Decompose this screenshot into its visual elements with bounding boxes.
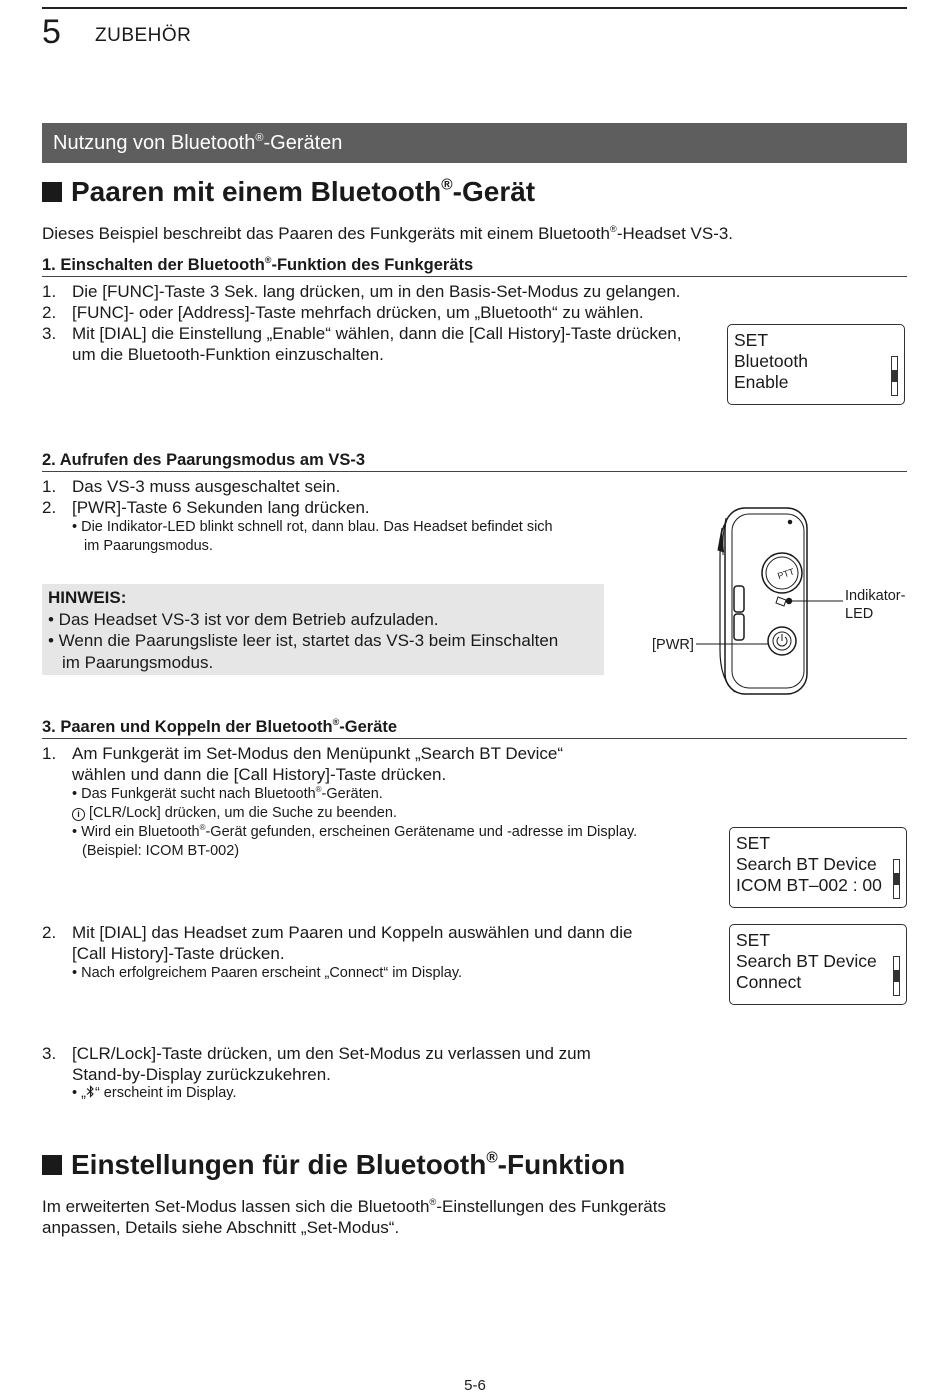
- callout-pwr: [PWR]: [652, 637, 694, 653]
- callout-led-line2: LED: [845, 606, 874, 622]
- bullet-text-suffix: -Geräten.: [321, 786, 383, 802]
- lcd-line: SET: [734, 330, 769, 350]
- step-text-continued: [Call History]-Taste drücken.: [72, 944, 285, 963]
- lcd-line: ICOM BT–002 : 00: [736, 875, 882, 895]
- ptt-label: PTT: [776, 566, 796, 582]
- sub2-bullet-line: • Die Indikator-LED blinkt schnell rot, dann blau. Das Headset befindet sich: [72, 519, 553, 535]
- top-rule: [42, 7, 907, 9]
- sub1-step-2: [42, 302, 742, 323]
- intro-text-main: Dieses Beispiel beschreibt das Paaren des Funkgeräts mit einem Bluetooth: [42, 224, 610, 243]
- step-text: Die [FUNC]-Taste 3 Sek. lang drücken, um in den Basis-Set-Modus zu gelangen.: [72, 282, 681, 301]
- intro-text: [42, 223, 733, 244]
- step-number: 2.: [42, 303, 57, 322]
- sub3-bullet: [72, 785, 383, 804]
- step-number: 1.: [42, 477, 57, 496]
- subheading-1: [42, 255, 907, 277]
- intro-text-suffix: -Headset VS-3.: [616, 224, 734, 243]
- sub1-step-3: [42, 323, 732, 365]
- outro-text: Im erweiterten Set-Modus lassen sich die Bluetooth: [42, 1197, 430, 1216]
- registered-mark: ®: [199, 823, 206, 833]
- lcd-scroll-thumb: [892, 370, 897, 382]
- sub1-step-1: [42, 281, 742, 302]
- lcd-scrollbar: [893, 859, 900, 899]
- outro-line-2: anpassen, Details siehe Abschnitt „Set-Modus“.: [42, 1218, 400, 1237]
- step-number: 3.: [42, 1044, 57, 1063]
- lcd-search-bt-device: [729, 827, 907, 908]
- bullet-text-suffix: -Gerät gefunden, erscheinen Gerätename und -adresse im Display.: [205, 824, 638, 840]
- info-icon: i: [72, 808, 85, 821]
- heading-pairing-text: Paaren mit einem Bluetooth: [71, 176, 442, 207]
- step-number: 2.: [42, 498, 57, 517]
- sub3-step-2: [42, 922, 722, 964]
- step-text: Mit [DIAL] die Einstellung „Enable“ wählen, dann die [Call History]-Taste drücken,: [72, 324, 682, 343]
- outro-line-1: [42, 1196, 666, 1217]
- registered-mark: ®: [264, 255, 272, 266]
- step-text: [CLR/Lock]-Taste drücken, um den Set-Modus zu verlassen und zum: [72, 1044, 591, 1063]
- lcd-connect: [729, 924, 907, 1005]
- step-text-continued: Stand-by-Display zurückzukehren.: [72, 1065, 331, 1084]
- chapter-title: ZUBEHÖR: [95, 25, 192, 46]
- sub3-bullet: [72, 823, 637, 842]
- note-item: • Das Headset VS-3 ist vor dem Betrieb aufzuladen.: [48, 609, 439, 629]
- page-number: 5-6: [464, 1377, 486, 1394]
- section-bar-text: Nutzung von Bluetooth: [53, 132, 256, 154]
- step-text: [PWR]-Taste 6 Sekunden lang drücken.: [72, 498, 370, 517]
- bullet-text-suffix: “ erscheint im Display.: [94, 1085, 237, 1101]
- registered-mark: ®: [441, 176, 453, 194]
- bullet-text: [CLR/Lock] drücken, um die Suche zu beenden.: [89, 805, 397, 821]
- registered-mark: ®: [255, 131, 264, 144]
- sub3-step-3: [42, 1043, 722, 1085]
- heading-pairing: [42, 175, 535, 209]
- registered-mark: ®: [315, 785, 322, 795]
- lcd-line: SET: [736, 930, 771, 950]
- registered-mark: ®: [486, 1149, 498, 1167]
- outro-text-suffix: -Einstellungen des Funkgeräts: [436, 1197, 666, 1216]
- note-box: [42, 584, 604, 675]
- note-title: HINWEIS:: [48, 588, 127, 607]
- sub3-step2-bullet: • Nach erfolgreichem Paaren erscheint „Connect“ im Display.: [72, 965, 463, 981]
- bullet-text: • „: [72, 1085, 86, 1101]
- step-text: Mit [DIAL] das Headset zum Paaren und Koppeln auswählen und dann die: [72, 923, 633, 942]
- lcd-scrollbar: [893, 956, 900, 996]
- sub2-step-2: [42, 497, 642, 518]
- bullet-text: • Das Funkgerät sucht nach Bluetooth: [72, 786, 316, 802]
- subheading-3-text: 3. Paaren und Koppeln der Bluetooth: [42, 718, 333, 736]
- square-bullet-icon: [42, 1155, 62, 1175]
- lcd-line: Bluetooth: [734, 351, 808, 371]
- step-text-continued: wählen und dann die [Call History]-Taste drücken.: [72, 765, 447, 784]
- subheading-3: [42, 717, 907, 739]
- sub3-info-bullet: [72, 804, 397, 823]
- square-bullet-icon: [42, 182, 62, 202]
- section-bar-suffix: -Geräten: [263, 132, 343, 154]
- step-text: Das VS-3 muss ausgeschaltet sein.: [72, 477, 341, 496]
- lcd-bluetooth-enable: [727, 324, 905, 405]
- registered-mark: ®: [429, 1197, 437, 1207]
- bluetooth-icon: [86, 1085, 95, 1098]
- subheading-1-text: 1. Einschalten der Bluetooth: [42, 256, 265, 274]
- step-number: 1.: [42, 744, 57, 763]
- lcd-scrollbar: [891, 356, 898, 396]
- heading-pairing-suffix: -Gerät: [452, 176, 536, 207]
- bullet-text: • Wird ein Bluetooth: [72, 824, 200, 840]
- subheading-2: 2. Aufrufen des Paarungsmodus am VS-3: [42, 450, 907, 472]
- heading-settings-text: Einstellungen für die Bluetooth: [71, 1149, 487, 1180]
- lcd-scroll-thumb: [894, 873, 899, 885]
- callout-led-line1: Indikator-: [845, 588, 906, 604]
- heading-settings: [42, 1148, 625, 1182]
- subheading-3-suffix: -Geräte: [339, 718, 398, 736]
- step-number: 3.: [42, 324, 57, 343]
- registered-mark: ®: [609, 224, 617, 234]
- sub2-bullet-line: im Paarungsmodus.: [84, 538, 213, 554]
- note-item-continued: im Paarungsmodus.: [62, 652, 214, 672]
- section-bar: [42, 123, 907, 163]
- step-text-continued: um die Bluetooth-Funktion einzuschalten.: [72, 345, 384, 364]
- lcd-line: SET: [736, 833, 771, 853]
- lcd-line: Enable: [734, 372, 789, 392]
- lcd-line: Search BT Device: [736, 951, 877, 971]
- sub3-step3-bullet: [72, 1084, 236, 1103]
- lcd-line: Search BT Device: [736, 854, 877, 874]
- subheading-1-suffix: -Funktion des Funkgeräts: [271, 256, 474, 274]
- lcd-scroll-thumb: [894, 970, 899, 982]
- lcd-line: Connect: [736, 972, 802, 992]
- note-item: • Wenn die Paarungsliste leer ist, startet das VS-3 beim Einschalten: [48, 631, 559, 650]
- sub3-bullet-example: (Beispiel: ICOM BT-002): [82, 843, 240, 859]
- chapter-number: 5: [42, 13, 61, 51]
- step-text: Am Funkgerät im Set-Modus den Menüpunkt „Search BT Device“: [72, 744, 564, 763]
- sub2-step-1: [42, 476, 642, 497]
- sub3-step-1: [42, 743, 722, 785]
- step-text: [FUNC]- oder [Address]-Taste mehrfach drücken, um „Bluetooth“ zu wählen.: [72, 303, 644, 322]
- step-number: 2.: [42, 923, 57, 942]
- step-number: 1.: [42, 282, 57, 301]
- heading-settings-suffix: -Funktion: [497, 1149, 626, 1180]
- registered-mark: ®: [332, 717, 340, 728]
